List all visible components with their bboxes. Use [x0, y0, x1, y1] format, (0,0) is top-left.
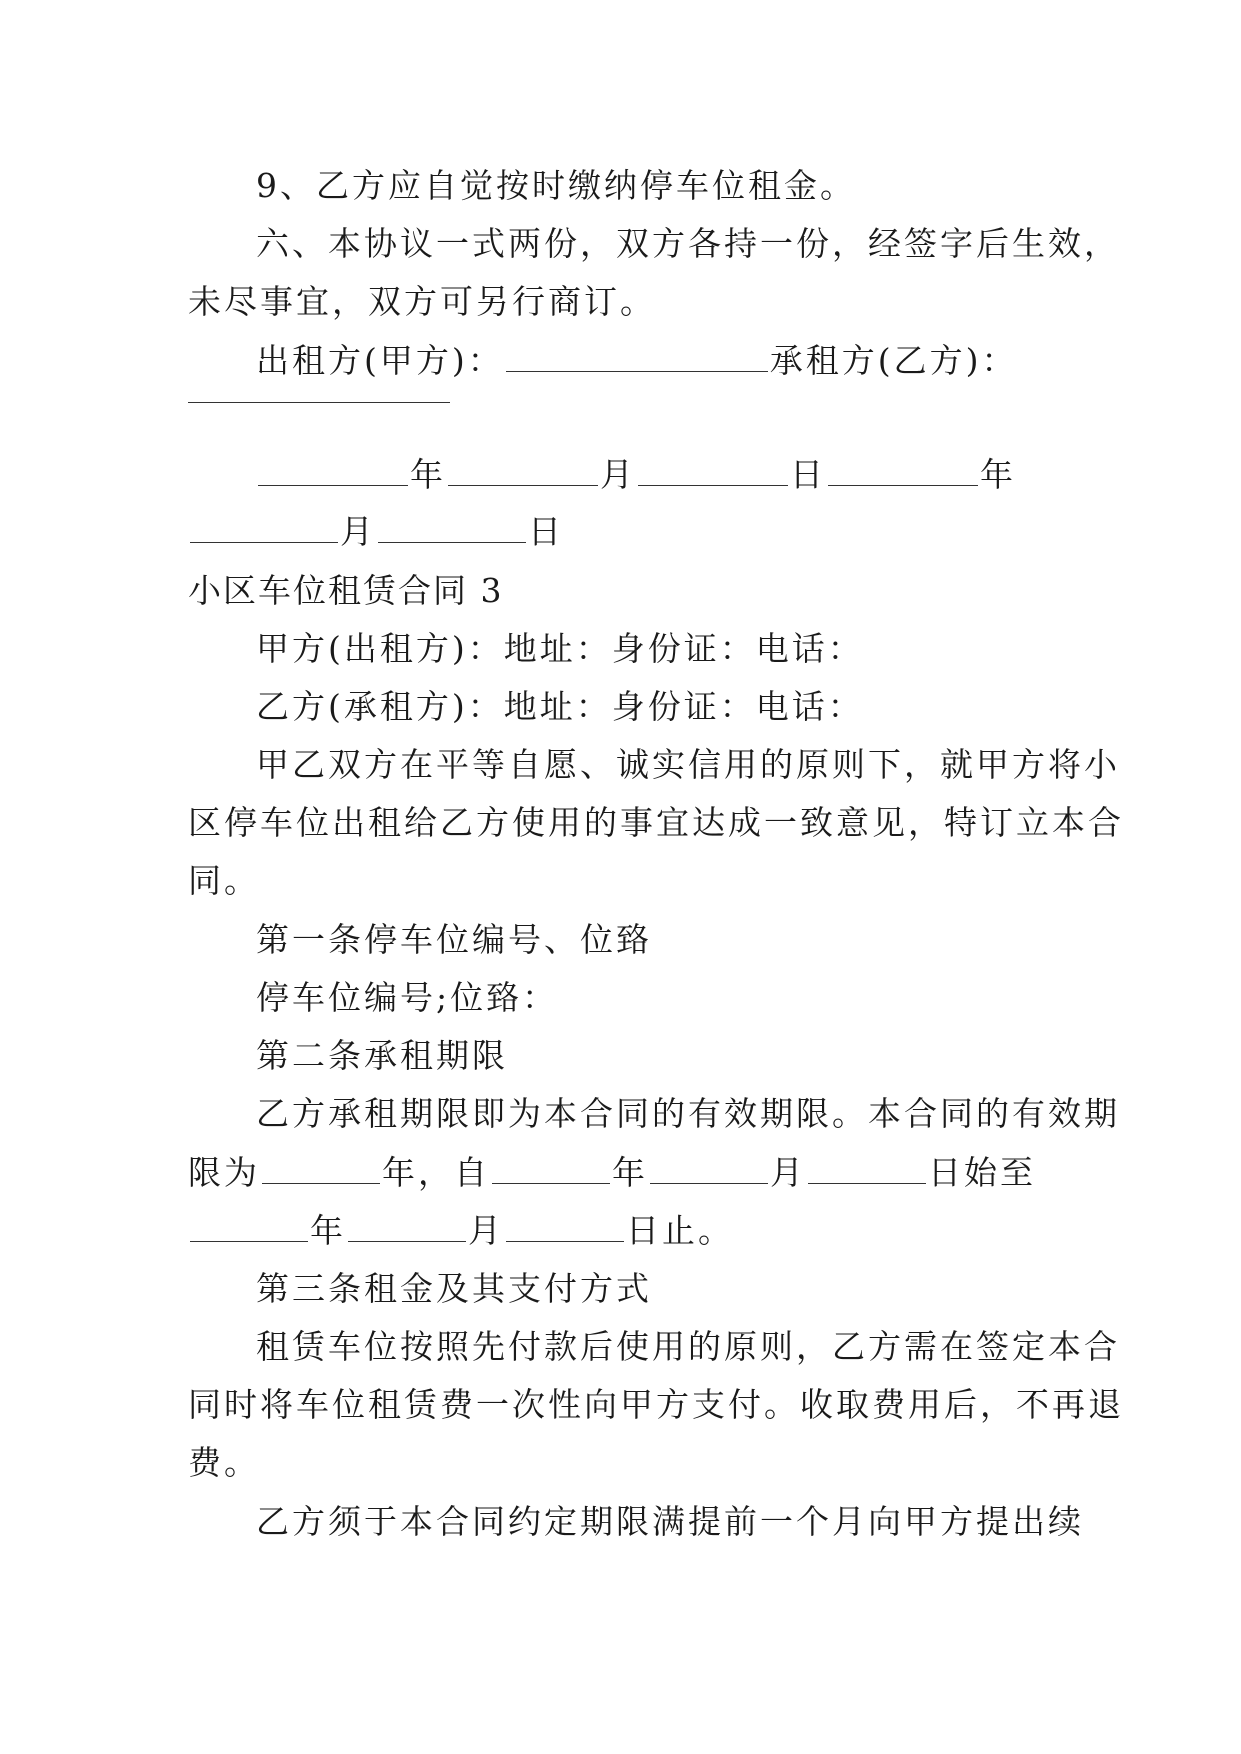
- article-3-line-3: 费。: [188, 1443, 260, 1482]
- year-label: 年: [980, 455, 1016, 494]
- blank: [448, 451, 598, 486]
- day-start-label: 日始至: [928, 1153, 1036, 1192]
- year-label: 年，自: [382, 1153, 490, 1192]
- day-end-label: 日止。: [626, 1211, 734, 1250]
- blank: [828, 451, 978, 486]
- party-a-line: 甲方(出租方)：地址：身份证：电话：: [256, 629, 864, 668]
- blank: [262, 1149, 380, 1184]
- preamble-line-1: 甲乙双方在平等自愿、诚实信用的原则下，就甲方将小: [256, 745, 1120, 784]
- article-2-heading: 第二条承租期限: [256, 1036, 508, 1075]
- year-label: 年: [612, 1153, 648, 1192]
- clause-9: 9、乙方应自觉按时缴纳停车位租金。: [256, 166, 856, 205]
- blank: [348, 1207, 466, 1242]
- blank: [190, 508, 338, 543]
- article-1-heading: 第一条停车位编号、位臵: [256, 920, 652, 959]
- blank: [650, 1149, 768, 1184]
- date-row-2: [188, 503, 1068, 561]
- article-1-body: 停车位编号;位臵：: [256, 978, 559, 1017]
- blank: [638, 451, 788, 486]
- date-row-1: [256, 446, 1068, 504]
- blank: [190, 1207, 308, 1242]
- month-label: 月: [770, 1153, 806, 1192]
- article-3-heading: 第三条租金及其支付方式: [256, 1269, 652, 1308]
- article-3-line-4: 乙方须于本合同约定期限满提前一个月向甲方提出续: [256, 1502, 1084, 1541]
- blank: [808, 1149, 926, 1184]
- lessor-signature-blank: [506, 337, 768, 372]
- lessor-label: 出租方(甲方)：: [256, 341, 504, 380]
- day-label: 日: [790, 455, 826, 494]
- section-six-line-2: 未尽事宜，双方可另行商订。: [188, 282, 656, 321]
- party-b-line: 乙方(承租方)：地址：身份证：电话：: [256, 687, 864, 726]
- year-label: 年: [310, 1211, 346, 1250]
- month-label: 月: [600, 455, 636, 494]
- lessee-label: 承租方(乙方)：: [769, 341, 1018, 380]
- lessee-signature-blank: [188, 402, 450, 403]
- blank: [506, 1207, 624, 1242]
- preamble-line-2: 区停车位出租给乙方使用的事宜达成一致意见，特订立本合: [188, 803, 1124, 842]
- month-label: 月: [468, 1211, 504, 1250]
- term-prefix: 限为: [188, 1153, 260, 1192]
- article-3-line-1: 租赁车位按照先付款后使用的原则，乙方需在签定本合: [256, 1327, 1120, 1366]
- section-six-line-1: 六、本协议一式两份，双方各持一份，经签字后生效，: [256, 224, 1120, 263]
- preamble-line-3: 同。: [188, 861, 260, 900]
- day-label: 日: [528, 512, 564, 551]
- blank: [378, 508, 526, 543]
- year-label: 年: [410, 455, 446, 494]
- article-2-line-2: [188, 1144, 1068, 1202]
- article-2-line-1: 乙方承租期限即为本合同的有效期限。本合同的有效期: [256, 1094, 1120, 1133]
- blank: [258, 451, 408, 486]
- blank: [492, 1149, 610, 1184]
- contract-title: 小区车位租赁合同 3: [188, 571, 504, 610]
- month-label: 月: [340, 512, 376, 551]
- article-2-line-3: [188, 1202, 1068, 1260]
- article-3-line-2: 同时将车位租赁费一次性向甲方支付。收取费用后，不再退: [188, 1385, 1124, 1424]
- signature-row: [256, 332, 1068, 390]
